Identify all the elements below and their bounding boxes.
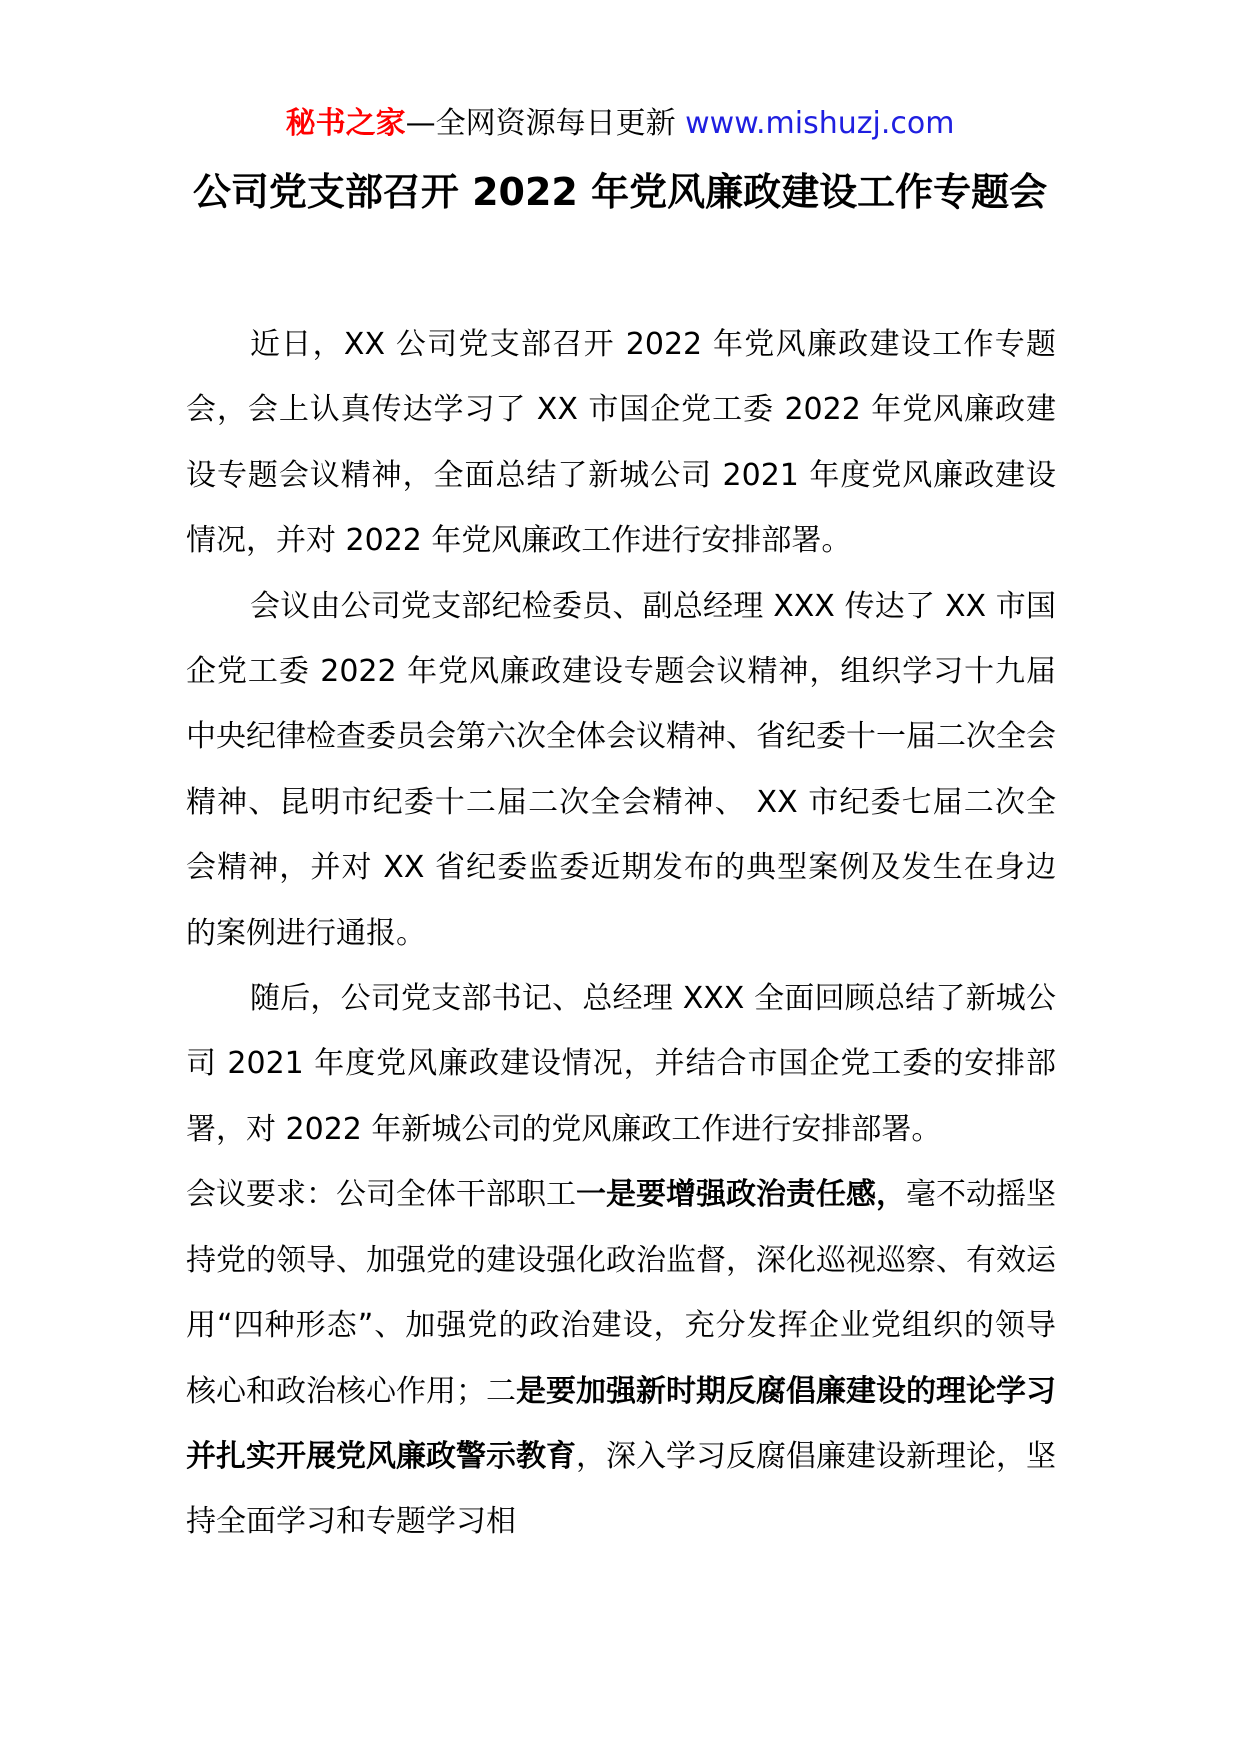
requirements-intro: 会议要求：公司全体干部职工 [186, 1177, 576, 1213]
requirement-point-1-text: 毫不动摇坚持党的领导、加强党的建设强化政治监督，深化巡视巡察、有效运用“四种形态”、加强党的政治建设，充分发挥企业党组织的领导核心和政治核心作用；二 [186, 1177, 1056, 1409]
requirement-point-2-heading: 是要加强新时期反腐倡廉建设的理论学习并扎实开展党风廉政警示教育 [186, 1373, 1056, 1474]
paragraph-requirements [186, 1162, 1056, 1554]
paragraph-meeting: 会议由公司党支部纪检委员、副总经理 XXX 传达了 XX 市国企党工委 2022 年党风廉政建设专题会议精神，组织学习十九届中央纪律检查委员会第六次全体会议精神、省纪委十一届二次全会精神、昆明市纪委十二届二次全会精神、 XX 市纪委七届二次全会精神，并对 XX 省纪委监委近期发布的典型案例及发生在身边的案例进行通报。 [186, 588, 1056, 951]
site-url-link[interactable]: www.mishuzj.com [685, 106, 955, 141]
header-tagline: —全网资源每日更新 [405, 106, 686, 141]
document-title: 公司党支部召开 2022 年党风廉政建设工作专题会 [192, 170, 1048, 214]
site-header [0, 104, 1240, 144]
brand-name: 秘书之家 [285, 106, 406, 141]
paragraph-summary: 随后，公司党支部书记、总经理 XXX 全面回顾总结了新城公司 2021 年度党风廉政建设情况，并结合市国企党工委的安排部署，对 2022 年新城公司的党风廉政工作进行安排部署。 [186, 981, 1056, 1147]
paragraph-intro: 近日，XX 公司党支部召开 2022 年党风廉政建设工作专题会，会上认真传达学习了 XX 市国企党工委 2022 年党风廉政建设专题会议精神，全面总结了新城公司 2021 年度党风廉政建设情况，并对 2022 年党风廉政工作进行安排部署。 [186, 327, 1056, 559]
document-body [186, 312, 1056, 1555]
requirement-point-1-heading: 一是要增强政治责任感， [576, 1177, 906, 1213]
requirement-point-2-text: ，深入学习反腐倡廉建设新理论，坚持全面学习和专题学习相 [186, 1438, 1056, 1540]
